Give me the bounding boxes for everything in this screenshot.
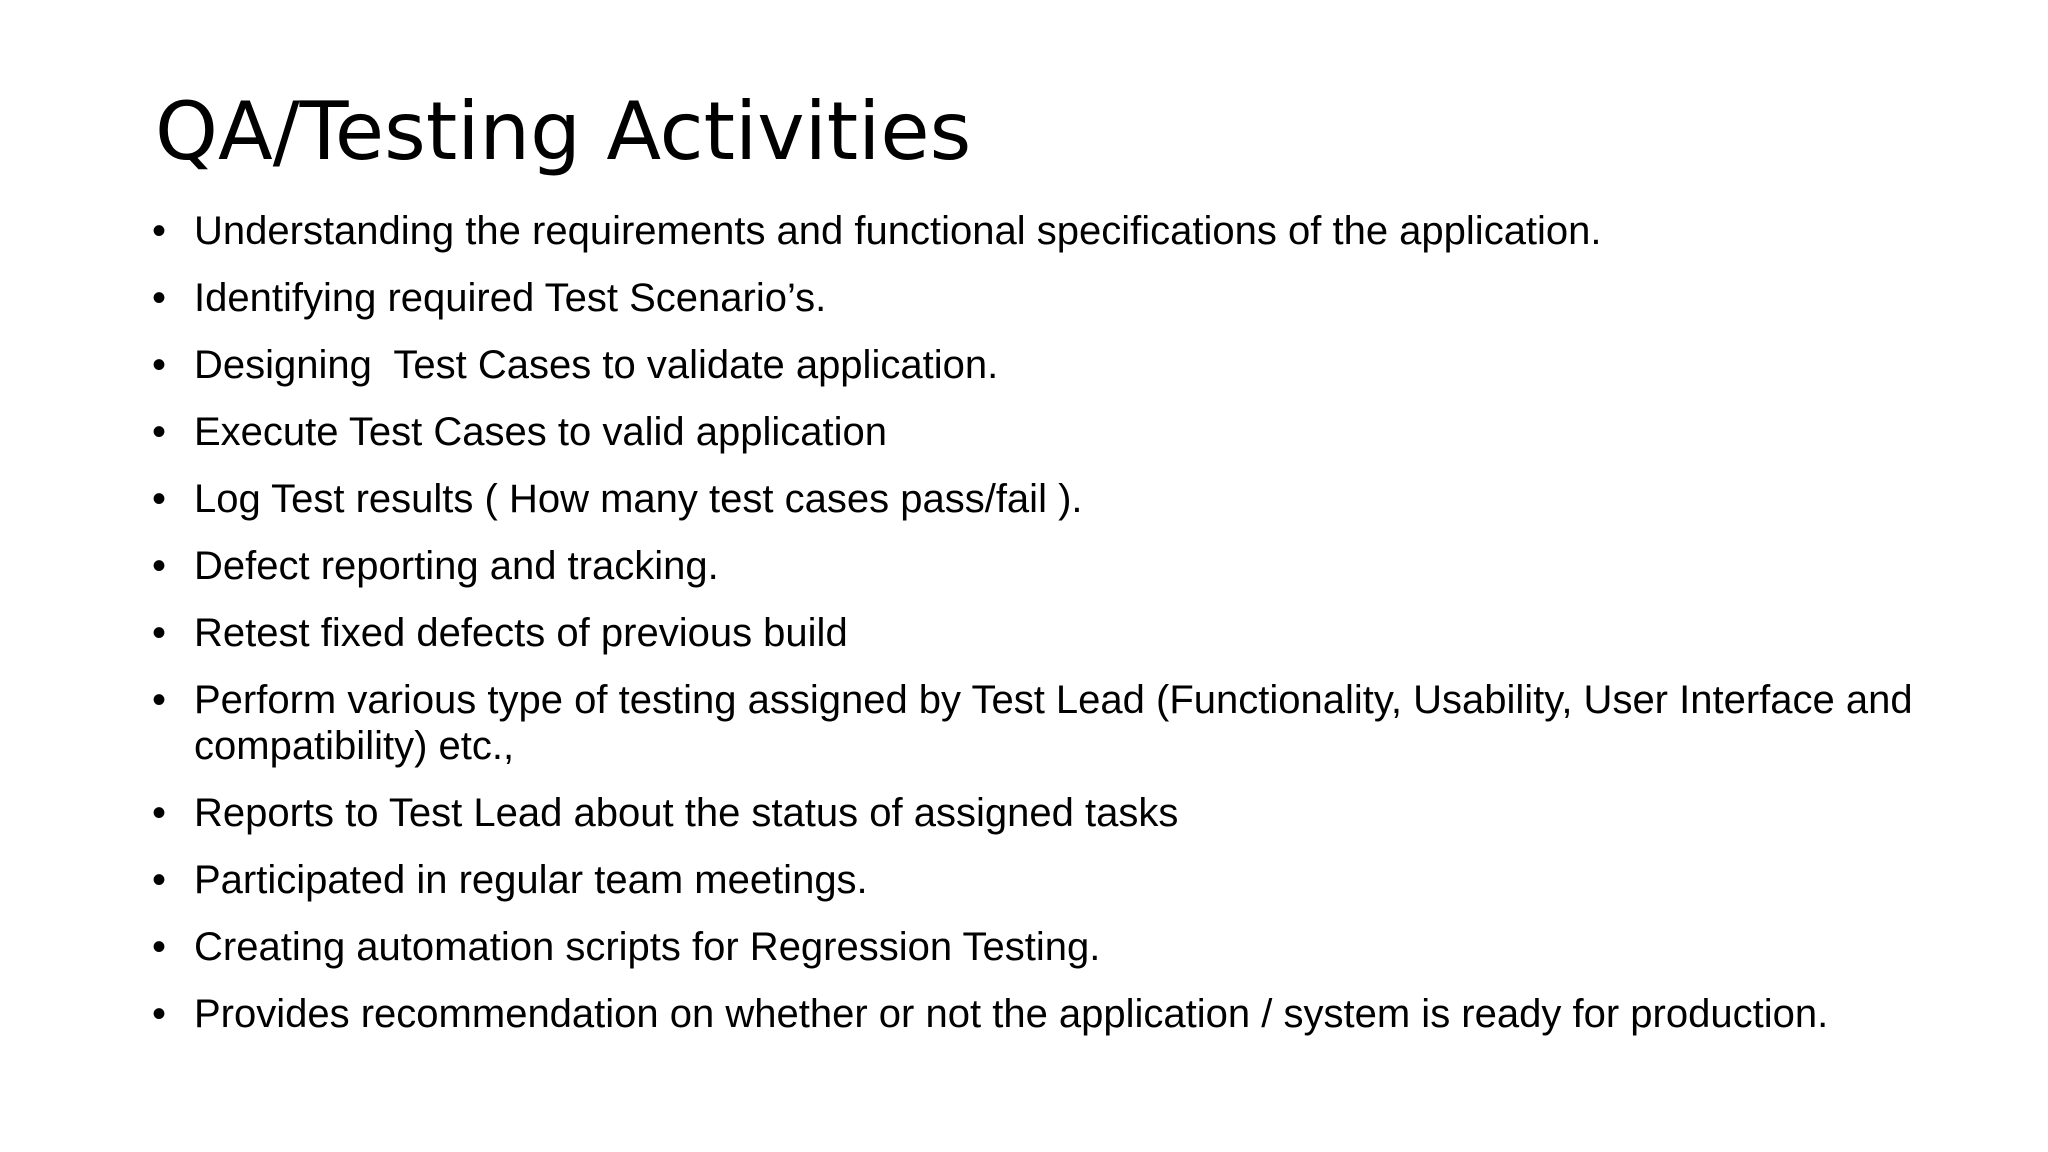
bullet-item bbox=[152, 476, 2022, 522]
bullet-point-icon: • bbox=[152, 477, 167, 521]
bullet-list bbox=[152, 208, 2022, 1037]
bullet-text: Log Test results ( How many test cases pass/fail ). bbox=[194, 477, 1083, 521]
bullet-text: Reports to Test Lead about the status of assigned tasks bbox=[194, 791, 1179, 835]
bullet-point-icon: • bbox=[152, 791, 167, 835]
bullet-point-icon: • bbox=[152, 925, 167, 969]
bullet-item bbox=[152, 610, 2022, 656]
bullet-point-icon: • bbox=[152, 858, 167, 902]
bullet-text: Understanding the requirements and functional specifications of the application. bbox=[194, 209, 1602, 253]
bullet-item bbox=[152, 275, 2022, 321]
bullet-point-icon: • bbox=[152, 343, 167, 387]
bullet-text: Retest fixed defects of previous build bbox=[194, 611, 848, 655]
bullet-item bbox=[152, 208, 2022, 254]
bullet-item bbox=[152, 677, 2022, 769]
bullet-item bbox=[152, 790, 2022, 836]
slide-title: QA/Testing Activities bbox=[155, 85, 972, 178]
bullet-point-icon: • bbox=[152, 544, 167, 588]
bullet-text: Perform various type of testing assigned by Test Lead (Functionality, Usability, User Interface and compatibility) etc., bbox=[194, 678, 1924, 768]
bullet-point-icon: • bbox=[152, 992, 167, 1036]
bullet-point-icon: • bbox=[152, 276, 167, 320]
bullet-item bbox=[152, 991, 2022, 1037]
bullet-text: Identifying required Test Scenario’s. bbox=[194, 276, 827, 320]
bullet-item bbox=[152, 924, 2022, 970]
bullet-item bbox=[152, 857, 2022, 903]
bullet-text: Creating automation scripts for Regression Testing. bbox=[194, 925, 1101, 969]
bullet-point-icon: • bbox=[152, 678, 167, 722]
bullet-text: Defect reporting and tracking. bbox=[194, 544, 719, 588]
bullet-item bbox=[152, 409, 2022, 455]
bullet-point-icon: • bbox=[152, 410, 167, 454]
bullet-item bbox=[152, 342, 2022, 388]
bullet-point-icon: • bbox=[152, 209, 167, 253]
bullet-text: Provides recommendation on whether or not the application / system is ready for production. bbox=[194, 992, 1829, 1036]
bullet-point-icon: • bbox=[152, 611, 167, 655]
bullet-text: Execute Test Cases to valid application bbox=[194, 410, 887, 454]
bullet-item bbox=[152, 543, 2022, 589]
bullet-text: Participated in regular team meetings. bbox=[194, 858, 868, 902]
bullet-text: Designing Test Cases to validate application. bbox=[194, 343, 999, 387]
